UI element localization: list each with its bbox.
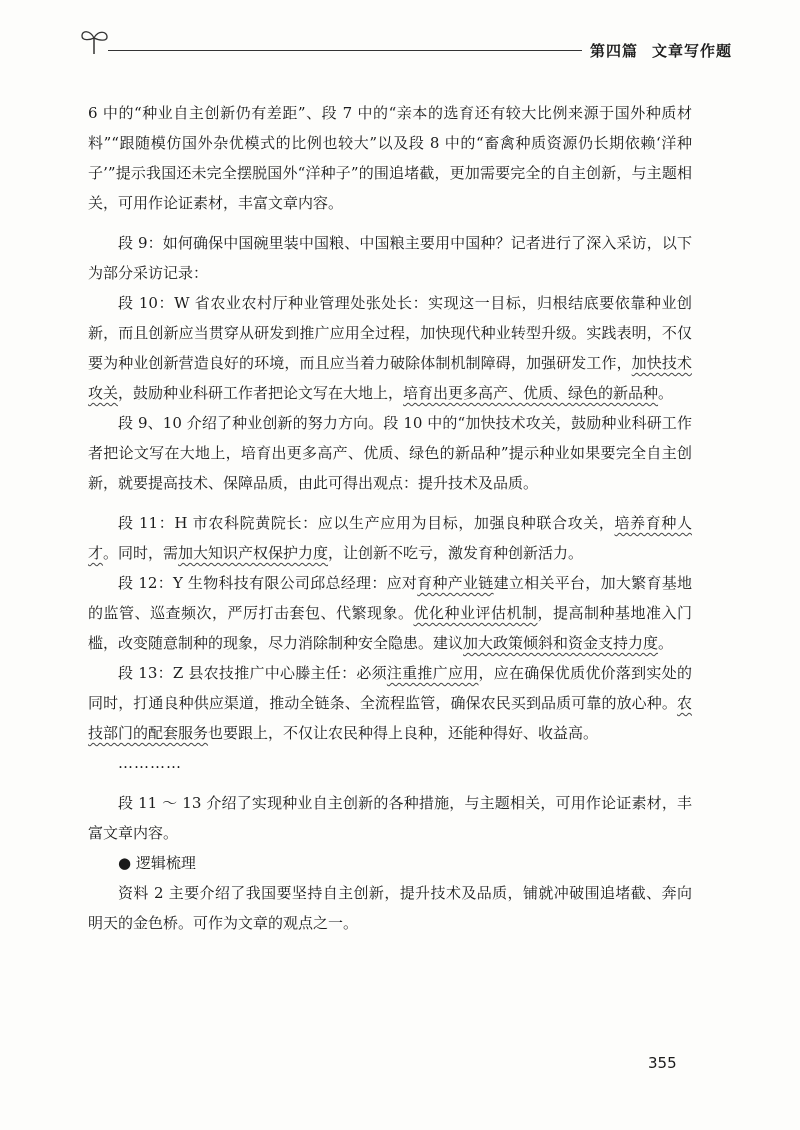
text-run: 也要跟上，不仅让农民种得上良种，还能种得好、收益高。	[208, 724, 599, 742]
page-header	[80, 22, 733, 66]
paragraph-7	[88, 658, 692, 748]
text-run: 段 10：W 省农业农村厅种业管理处张处长：实现这一目标，归根结底要依靠种业创新，而且创新应当贯穿从研发到推广应用全过程，加快现代种业转型升级。实践表明，不仅要为种业创新营造良好的环境，而且应当着力破除体制机制障碍，加强研发工作，	[88, 294, 692, 372]
underlined-phrase: 培养育种人才	[88, 514, 692, 562]
paragraph-3	[88, 288, 692, 408]
underlined-phrase: 育种产业链	[417, 574, 494, 592]
page-number: 355	[648, 1054, 677, 1072]
paragraph-4: 段 9、10 介绍了种业创新的努力方向。段 10 中的“加快技术攻关，鼓励种业科研工作者把论文写在大地上，培育出更多高产、优质、绿色的新品种”提示种业如果要完全自主创新，就要提高技术、保障品质，由此可得出观点：提升技术及品质。	[88, 414, 692, 492]
text-run: 段 11：H 市农科院黄院长：应以生产应用为目标，加强良种联合攻关，	[118, 514, 615, 532]
paragraph-2: 段 9：如何确保中国碗里装中国粮、中国粮主要用中国种？记者进行了深入采访，以下为部分采访记录：	[88, 234, 692, 282]
underlined-phrase: 培育出更多高产、优质、绿色的新品种	[403, 384, 659, 402]
text-run: 建立相关平台，加大繁育基地的监管、巡查频次，严厉打击套包、代繁现象。	[88, 574, 692, 622]
text-run: 。	[658, 634, 674, 652]
chapter-part: 第四篇	[590, 42, 639, 60]
body-text	[88, 98, 692, 938]
underlined-phrase: 农技部门的配套服务	[88, 694, 692, 742]
paragraph-8: 段 11 ～ 13 介绍了实现种业自主创新的各种措施，与主题相关，可用作论证素材，丰富文章内容。	[88, 794, 692, 842]
chapter-heading	[590, 40, 732, 61]
section-heading: ● 逻辑梳理	[118, 854, 196, 872]
text-run: ，鼓励种业科研工作者把论文写在大地上，	[118, 384, 404, 402]
paragraph-6	[88, 568, 692, 658]
paragraph-9: 资料 2 主要介绍了我国要坚持自主创新，提升技术及品质，铺就冲破围追堵截、奔向明天的金色桥。可作为文章的观点之一。	[88, 884, 692, 932]
text-run: 。同时，需	[103, 544, 179, 562]
text-run: ，让创新不吃亏，激发育种创新活力。	[328, 544, 584, 562]
underlined-phrase: 加大知识产权保护力度	[178, 544, 329, 562]
underlined-phrase: 注重推广应用	[386, 664, 479, 682]
sprout-icon	[80, 26, 110, 56]
paragraph-1: 6 中的“种业自主创新仍有差距”、段 7 中的“亲本的选育还有较大比例来源于国外种质材料”“跟随模仿国外杂优模式的比例也较大”以及段 8 中的“畜禽种质资源仍长期依赖‘洋种子’”提示我国还未完全摆脱国外“洋种子”的围追堵截，更加需要完全的自主创新，与主题相关，可用作论证素材，丰富文章内容。	[88, 104, 692, 212]
chapter-title: 文章写作题	[652, 42, 733, 60]
text-run: 段 12：Y 生物科技有限公司邱总经理：应对	[118, 574, 418, 592]
text-run: ，提高制种基地准入门槛，改变随意制种的现象，尽力消除制种安全隐患。建议	[88, 604, 692, 652]
text-run: 。	[658, 384, 674, 402]
text-run: 段 13：Z 县农技推广中心滕主任：必须	[118, 664, 387, 682]
underlined-phrase: 加快技术攻关	[88, 354, 692, 402]
underlined-phrase: 加大政策倾斜和资金支持力度	[463, 634, 659, 652]
paragraph-5	[88, 508, 692, 568]
header-rule	[108, 50, 582, 51]
ellipsis: …………	[118, 754, 182, 772]
underlined-phrase: 优化种业评估机制	[413, 604, 538, 622]
text-run: ，应在确保优质优价落到实处的同时，打通良种供应渠道，推动全链条、全流程监管，确保农民买到品质可靠的放心种。	[88, 664, 692, 712]
